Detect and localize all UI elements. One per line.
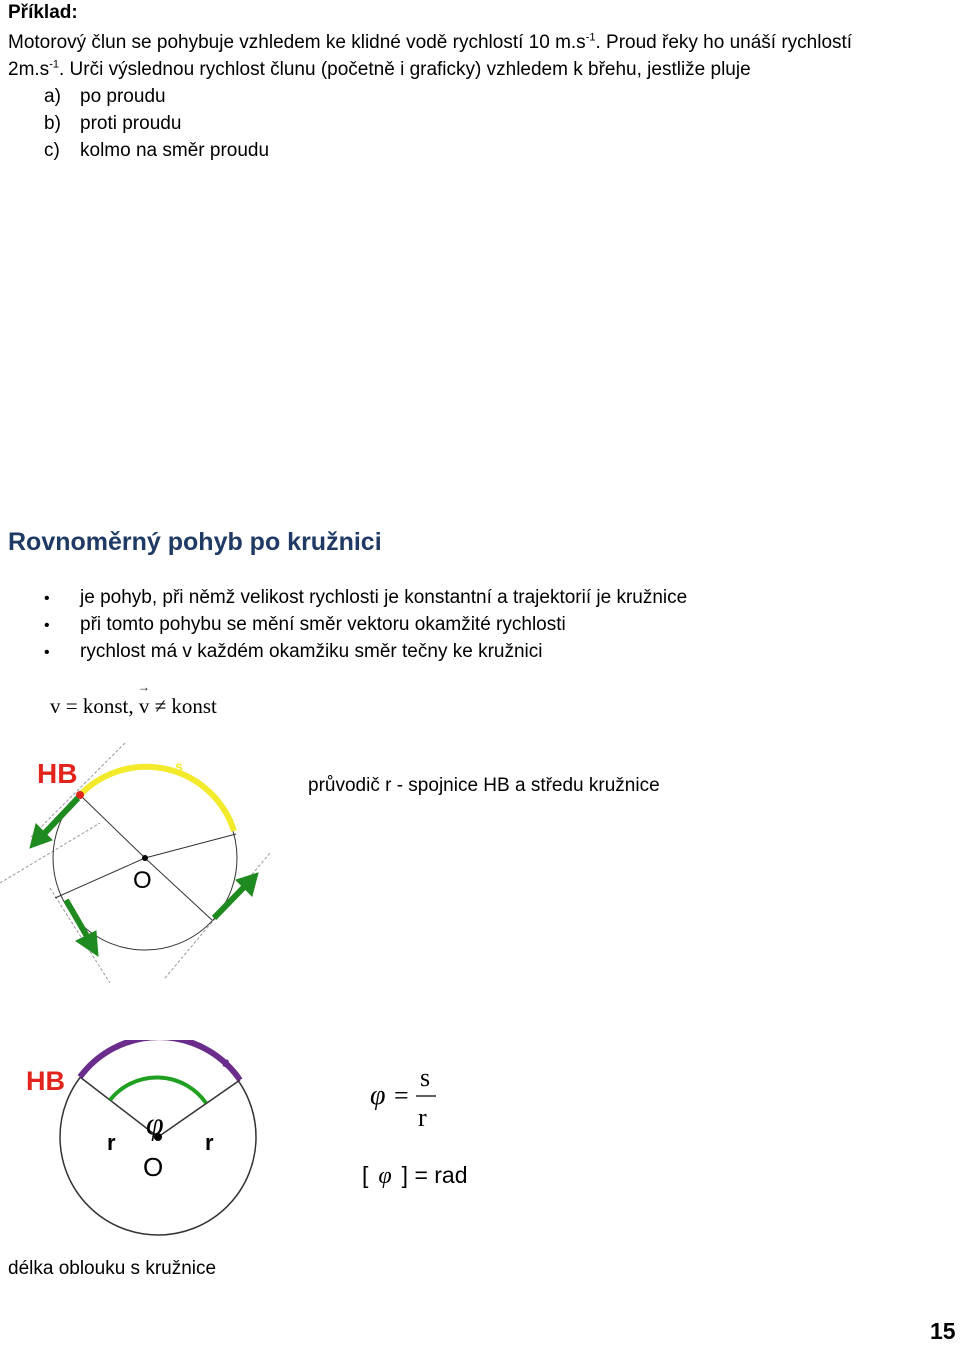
formula-numerator: s (420, 1063, 431, 1092)
tangent-velocity-diagram (0, 738, 300, 988)
formula-equals: = (394, 1081, 409, 1110)
angle-diagram (0, 1040, 300, 1240)
angle-formula (362, 1062, 472, 1132)
bullet-item: • je pohyb, při němž velikost rychlosti je konstantní a trajektorií je kružnice (44, 587, 688, 608)
tangent-line (50, 888, 110, 983)
phi-symbol: φ (146, 1105, 164, 1141)
velocity-formula: v = konst, → v ≠ konst (50, 680, 217, 718)
angle-unit: [ φ ] = rad (362, 1162, 468, 1189)
radius-line (80, 795, 145, 858)
arc-s (80, 767, 234, 831)
center-label: O (133, 867, 152, 894)
arc-length-description: délka oblouku s kružnice (8, 1258, 217, 1279)
velocity-arrow (42, 798, 78, 836)
section-title: Rovnoměrný pohyb po kružnici (8, 528, 382, 556)
tangent-line (0, 823, 100, 883)
velocity-vector-symbol: → v (137, 680, 150, 718)
angle-arc (110, 1077, 206, 1103)
s-label: s (222, 1054, 230, 1070)
hb-label: HB (26, 1066, 65, 1096)
page-number: 15 (930, 1318, 956, 1344)
radius-line (145, 858, 212, 920)
option-a: a) po proudu (44, 86, 166, 107)
arc-s (80, 1040, 240, 1080)
problem-text-line2: $2m.s^{-1}$. Urči výslednou rychlost člunu (početně i graficky) vzhledem k břehu, jestliže pluje (8, 58, 751, 80)
option-c: c) kolmo na směr proudu (44, 140, 270, 161)
radius-line (145, 834, 236, 858)
radius-line-right (158, 1080, 240, 1137)
problem-text-line1: Motorový člun se pohybuje vzhledem ke klidné vodě rychlostí 10 $m.s^{-1}$. Proud řeky ho unáší rychlostí (8, 31, 853, 53)
s-label: s (175, 758, 183, 774)
example-label: Příklad: (8, 2, 78, 23)
center-point (142, 855, 148, 861)
bullet-item: • rychlost má v každém okamžiku směr tečny ke kružnici (44, 641, 543, 662)
option-b: b) proti proudu (44, 113, 182, 134)
formula-denominator: r (418, 1103, 427, 1132)
formula-phi: φ (370, 1080, 386, 1111)
radius-description: průvodič r - spojnice HB a středu kružnice (308, 775, 660, 796)
velocity-arrow (214, 885, 246, 918)
radius-label-right: r (205, 1130, 214, 1155)
hb-label: HB (37, 758, 78, 789)
bullet-item: • při tomto pohybu se mění směr vektoru okamžité rychlosti (44, 614, 566, 635)
radius-label-left: r (107, 1130, 116, 1155)
radius-line (55, 858, 145, 898)
center-label: O (143, 1152, 164, 1182)
